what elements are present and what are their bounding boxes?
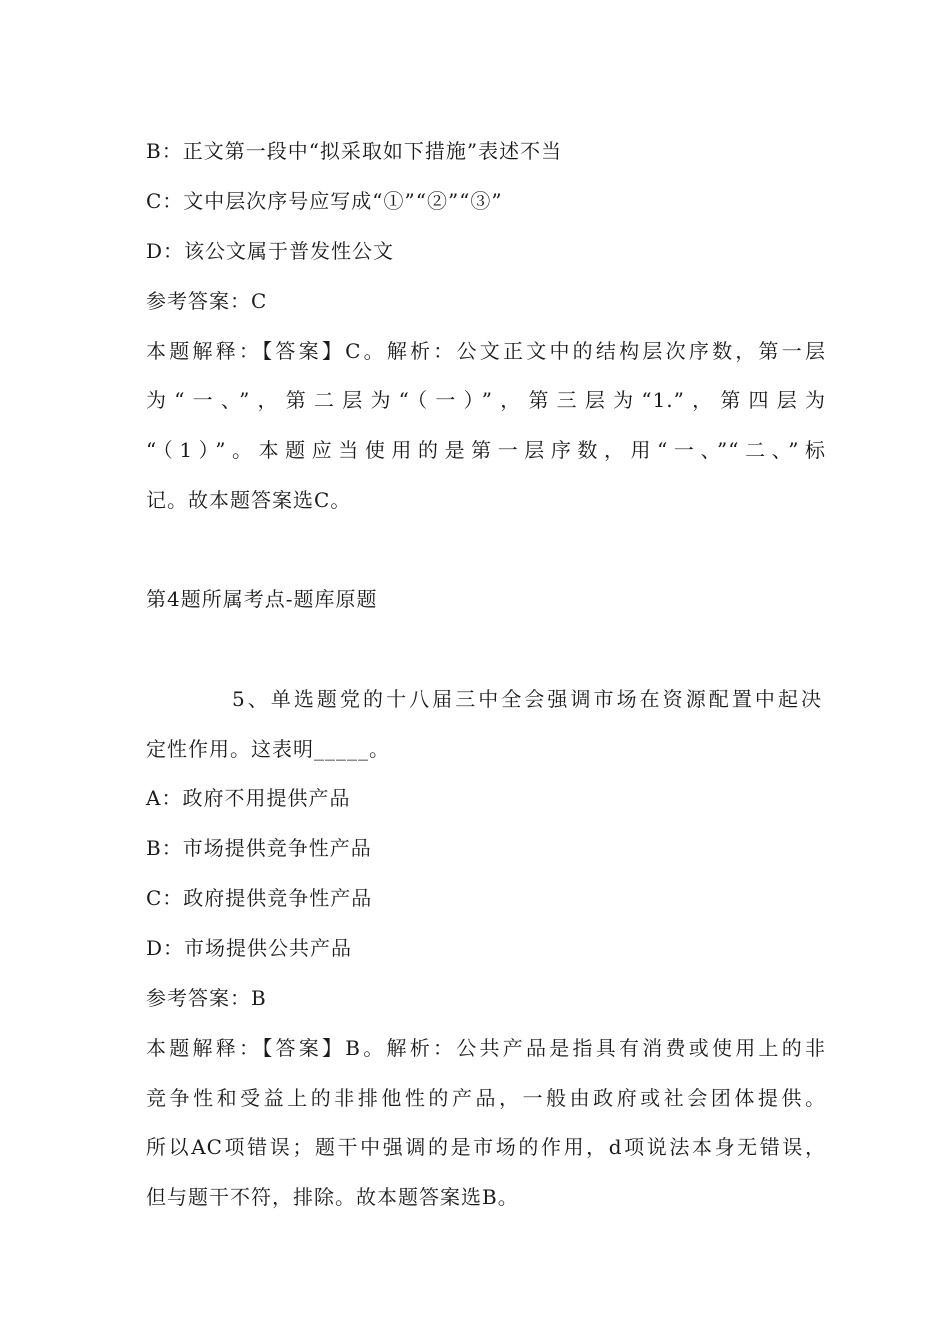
q5-stem-line: 定性作用。这表明_____。 [146, 737, 390, 761]
q4-explanation-line: “（1）”。本题应当使用的是第一层序数，用“一、”“二、”标 [146, 438, 826, 462]
q5-option-c: C：政府提供竞争性产品 [146, 886, 373, 910]
q4-explanation-line: 记。故本题答案选C。 [146, 488, 352, 512]
q4-option-c: C：文中层次序号应写成“①”“②”“③” [146, 189, 503, 213]
q4-option-d: D：该公文属于普发性公文 [146, 239, 395, 263]
q4-topic: 第4题所属考点-题库原题 [146, 587, 378, 611]
q5-explanation-line: 竞争性和受益上的非排他性的产品，一般由政府或社会团体提供。 [146, 1086, 826, 1110]
q5-answer: 参考答案：B [146, 986, 267, 1010]
q5-option-b: B：市场提供竞争性产品 [146, 836, 372, 860]
q5-explanation-line: 但与题干不符，排除。故本题答案选B。 [146, 1185, 519, 1209]
q5-stem-line: 5、单选题党的十八届三中全会强调市场在资源配置中起决 [232, 687, 822, 711]
q4-answer: 参考答案：C [146, 289, 268, 313]
q5-option-d: D：市场提供公共产品 [146, 936, 353, 960]
q4-explanation-line: 为“一、”，第二层为“（一）”，第三层为“1.”，第四层为 [146, 388, 826, 412]
q4-option-b: B：正文第一段中“拟采取如下措施”表述不当 [146, 139, 563, 163]
q5-explanation-line: 所以AC项错误；题干中强调的是市场的作用，d项说法本身无错误， [146, 1135, 826, 1159]
q4-explanation-line: 本题解释：【答案】C。解析：公文正文中的结构层次序数，第一层 [146, 339, 826, 363]
q5-explanation-line: 本题解释：【答案】B。解析：公共产品是指具有消费或使用上的非 [146, 1036, 826, 1060]
q5-option-a: A：政府不用提供产品 [146, 786, 351, 810]
